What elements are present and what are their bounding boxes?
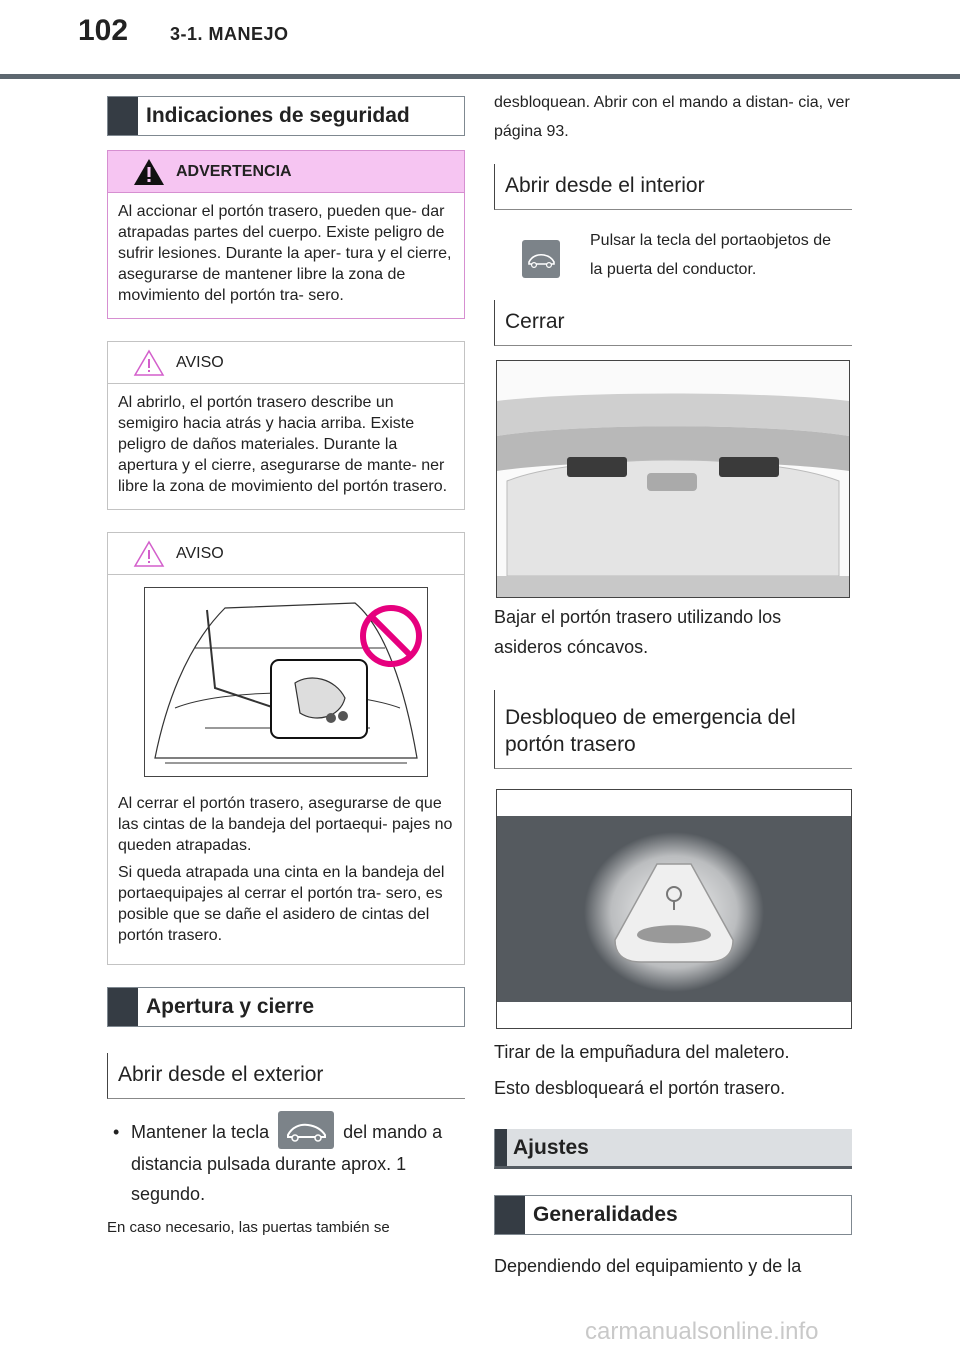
subsection-interior: Abrir desde el interior <box>494 164 852 210</box>
section-safety-heading <box>107 96 465 136</box>
interior-description: Pulsar la tecla del portaobjetos de la puerta del conductor. <box>590 232 832 278</box>
section-title: Indicaciones de seguridad <box>146 104 410 127</box>
close-text: Bajar el portón trasero utilizando los asideros cóncavos. <box>494 607 782 657</box>
notice-text <box>108 785 464 964</box>
warning-triangle-icon <box>132 157 166 187</box>
bullet-dot: • <box>113 1122 120 1142</box>
tailgate-button-icon <box>522 240 560 278</box>
subsection-exterior: Abrir desde el exterior <box>107 1053 465 1099</box>
warning-header <box>108 151 464 193</box>
car-key-button-icon <box>278 1111 334 1149</box>
section-general-heading <box>494 1195 852 1235</box>
general-text: Dependiendo del equipamiento y de la <box>494 1256 802 1276</box>
tailgate-handles-illustration <box>496 360 850 598</box>
watermark: carmanualsonline.info <box>585 1318 819 1345</box>
notice-text: Al abrirlo, el portón trasero describe un semigiro hacia atrás y hacia arriba. Existe peligro de daños materiales. Durante la apertura y el cierre, asegurarse de mante- ner libre la zona de movimiento del portón trasero. <box>118 394 448 495</box>
notice-header <box>108 533 464 575</box>
notice-label: AVISO <box>176 354 224 371</box>
left-column <box>107 96 465 1236</box>
emergency-text-1: Tirar de la empuñadura del maletero. <box>494 1042 790 1062</box>
section-marker <box>495 1196 525 1234</box>
warning-box <box>107 150 465 319</box>
notice-paragraph-2: Si queda atrapada una cinta en la bandeja del portaequipajes al cerrar el portón tra- sero, es posible que se dañe el asidero de cintas del portón trasero. <box>118 864 445 944</box>
notice-box-1 <box>107 341 465 510</box>
notice-header <box>108 342 464 384</box>
section-title: Ajustes <box>513 1136 589 1159</box>
notice-label: AVISO <box>176 545 224 562</box>
header-rule <box>0 74 960 79</box>
page-header <box>0 0 960 80</box>
section-marker <box>108 988 138 1026</box>
notice-paragraph-1: Al cerrar el portón trasero, asegurarse de que las cintas de la bandeja del portaequi- pajes no queden atrapadas. <box>118 795 453 854</box>
note-text: En caso necesario, las puertas también se <box>107 1219 390 1237</box>
page-number: 102 <box>78 14 129 47</box>
emergency-release-handle-illustration <box>496 789 852 1029</box>
emergency-text-2: Esto desbloqueará el portón trasero. <box>494 1078 786 1098</box>
subsection-emergency: Desbloqueo de emergencia del portón trasero <box>494 690 852 769</box>
chapter-title: 3-1. MANEJO <box>170 24 289 44</box>
bullet-text-start: Mantener la tecla <box>131 1122 270 1142</box>
bullet-text-end: del mando a distancia pulsada durante aprox. 1 segundo. <box>131 1122 443 1205</box>
section-title: Generalidades <box>533 1203 678 1226</box>
section-open-close-heading <box>107 987 465 1027</box>
bullet-item <box>107 1117 465 1209</box>
warning-text: Al accionar el portón trasero, pueden que- dar atrapadas partes del cuerpo. Existe peligro de sufrir lesiones. Durante la aper- tura y el cierre, asegurarse de mantener libre la zona de movimiento del portón tra- sero. <box>118 203 452 304</box>
right-column <box>494 88 852 1281</box>
section-marker <box>108 97 138 135</box>
trunk-strap-illustration <box>144 587 428 777</box>
section-settings-heading <box>494 1129 852 1169</box>
section-title: Apertura y cierre <box>146 995 315 1018</box>
section-marker <box>495 1129 507 1166</box>
notice-box-2 <box>107 532 465 965</box>
continued-text: desbloquean. Abrir con el mando a distan- cia, ver página 93. <box>494 94 850 140</box>
subsection-close: Cerrar <box>494 300 852 346</box>
warning-label: ADVERTENCIA <box>176 163 292 180</box>
caution-triangle-icon <box>132 348 166 378</box>
caution-triangle-icon <box>132 539 166 569</box>
interior-instruction <box>494 224 852 286</box>
